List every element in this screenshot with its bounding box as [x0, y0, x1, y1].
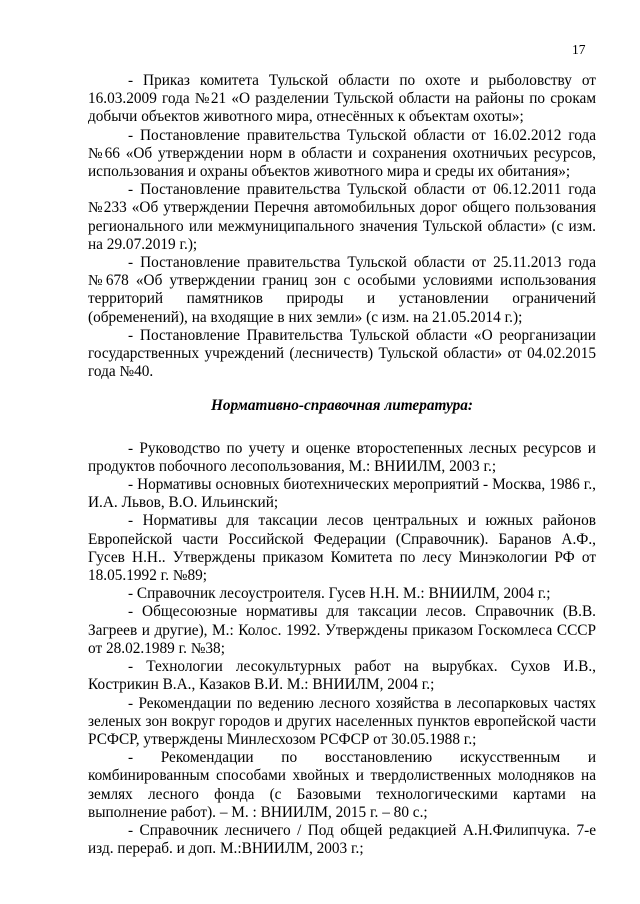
reference-item: - Рекомендации по восстановлению искусственным и комбинированным способами хвойных и твердолиственных молодняков на землях лесного фонда (с Базовыми технологическими картами на выполнение работ). – М. : ВНИИЛМ, 2015 г. – 80 с.; [88, 749, 596, 821]
regulation-item: - Приказ комитета Тульской области по охоте и рыболовству от 16.03.2009 года №21 «О разделении Тульской области на районы по срокам добычи объектов животного мира, отнесённых к объектам охоты»; [88, 72, 596, 126]
reference-item: - Нормативы для таксации лесов центральных и южных районов Европейской части Российской Федерации (Справочник). Баранов А.Ф., Гусев Н.Н.. Утверждены приказом Комитета по лесу Минэкологии РФ от 18.05.1992 г. №89; [88, 512, 596, 585]
regulation-item: - Постановление правительства Тульской области от 06.12.2011 года №233 «Об утверждении Перечня автомобильных дорог общего пользования регионального или межмуниципального значения Тульской области» (с изм. на 29.07.2019 г.); [88, 181, 596, 253]
reference-item: - Технологии лесокультурных работ на вырубках. Сухов И.В., Кострикин В.А., Казаков В.И. М.: ВНИИЛМ, 2004 г.; [88, 658, 596, 694]
references-list [88, 440, 596, 859]
reference-item: - Руководство по учету и оценке второстепенных лесных ресурсов и продуктов побочного лесопользования, М.: ВНИИЛМ, 2003 г.; [88, 439, 596, 475]
regulation-item: - Постановление правительства Тульской области от 16.02.2012 года №66 «Об утверждении норм в области и сохранения охотничьих ресурсов, использования и охраны объектов животного мира и среды их обитания»; [88, 126, 596, 181]
document-body [88, 72, 596, 858]
regulations-list [88, 72, 596, 381]
page-number: 17 [572, 42, 586, 57]
reference-item: - Нормативы основных биотехнических мероприятий - Москва, 1986 г., И.А. Львов, В.О. Ильинский; [88, 476, 596, 512]
reference-item: - Справочник лесоустроителя. Гусев Н.Н. М.: ВНИИЛМ, 2004 г.; [128, 585, 551, 603]
reference-item: - Рекомендации по ведению лесного хозяйства в лесопарковых частях зеленых зон вокруг городов и других населенных пунктов европейской части РСФСР, утверждены Минлесхозом РСФСР от 30.05.1988 г.; [88, 694, 596, 748]
reference-item: - Справочник лесничего / Под общей редакцией А.Н.Филипчука. 7-е изд. перераб. и доп. М.:ВНИИЛМ, 2003 г.; [88, 821, 596, 858]
section-heading: Нормативно-справочная литература: [210, 397, 474, 415]
regulation-item: - Постановление правительства Тульской области от 25.11.2013 года №678 «Об утверждении границ зон с особыми условиями использования территорий памятников природы и установлении ограничений (обременений), на входящие в них земли» (с изм. на 21.05.2014 г.); [88, 254, 596, 326]
reference-item: - Общесоюзные нормативы для таксации лесов. Справочник (В.В. Загреев и другие), М.: Колос. 1992. Утверждены приказом Госкомлеса СССР от 28.02.1989 г. №38; [88, 603, 596, 657]
regulation-item: - Постановление Правительства Тульской области «О реорганизации государственных учреждений (лесничеств) Тульской области» от 04.02.2015 года №40. [88, 326, 596, 381]
